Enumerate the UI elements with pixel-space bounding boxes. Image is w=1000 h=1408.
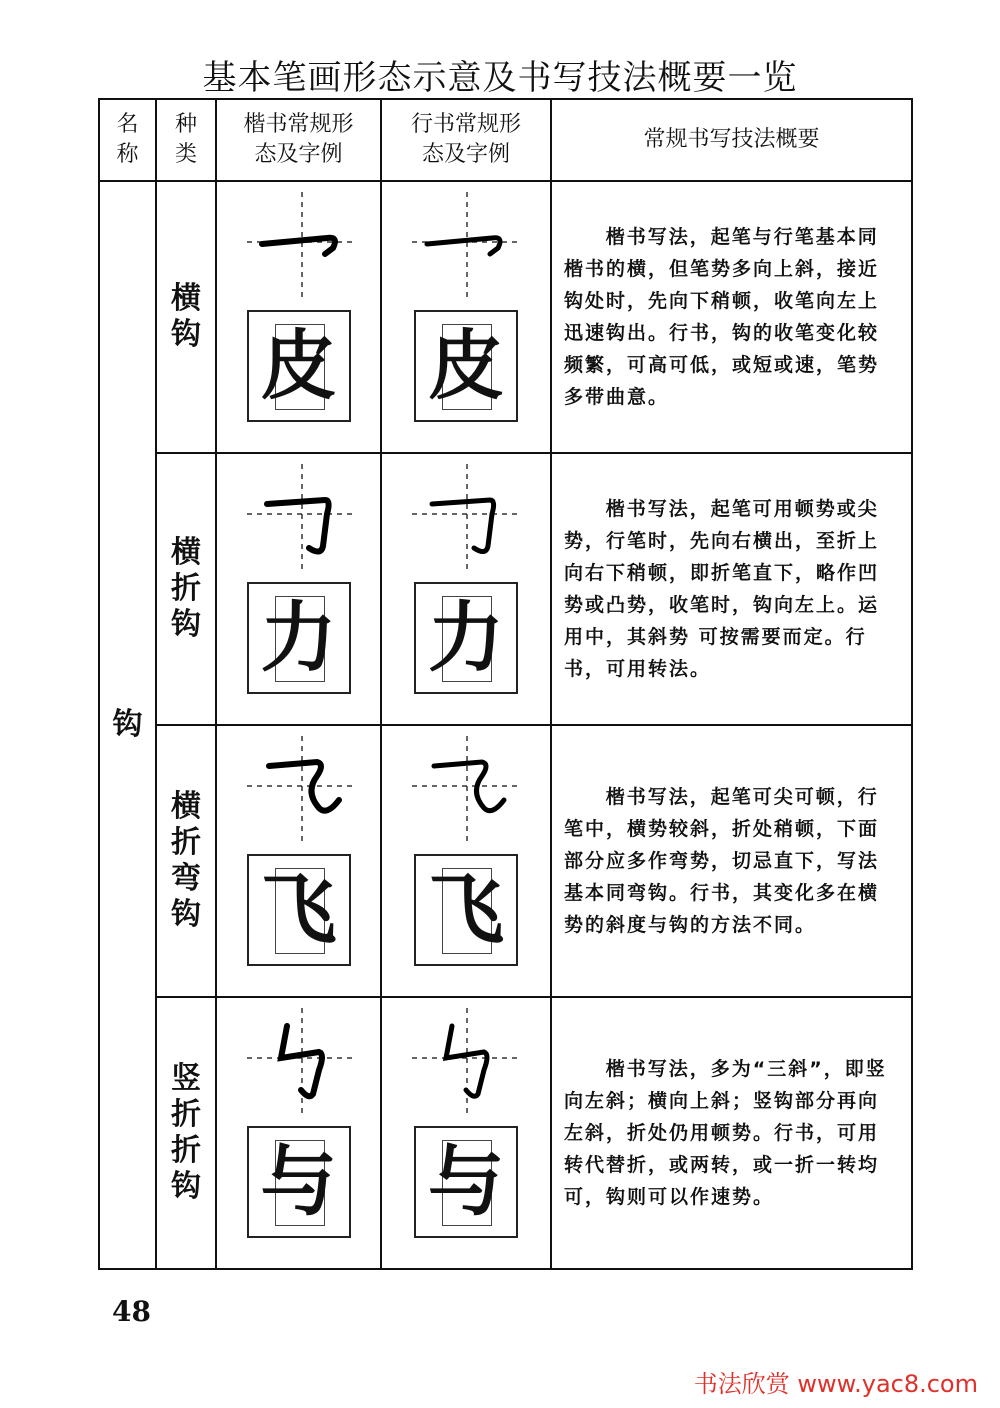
xing-char-grid bbox=[414, 310, 518, 422]
kai-example bbox=[217, 454, 380, 724]
kai-example bbox=[217, 182, 380, 452]
xing-stroke-diagram bbox=[412, 736, 522, 846]
table-row bbox=[99, 725, 912, 997]
kai-example-char: 飞 bbox=[260, 865, 337, 954]
xing-char-grid bbox=[414, 1126, 518, 1238]
technique-description: 楷书写法，起笔可用顿势或尖势，行笔时，先向右横出，至折上向右下稍顿，即折笔直下，略作凹势或凸势，收笔时，钩向左上。运用中，其斜势 可按需要而定。行书，可用转法。 bbox=[564, 498, 880, 680]
kai-char-grid bbox=[247, 854, 351, 966]
technique-description: 楷书写法，起笔与行笔基本同楷书的横，但笔势多向上斜，接近钩处时，先向下稍顿，收笔向左上迅速钩出。行书，钩的收笔变化较频繁，可高可低，或短或速，笔势多带曲意。 bbox=[564, 226, 880, 408]
xing-stroke-diagram bbox=[412, 192, 522, 302]
stroke-type: 横钩 bbox=[171, 281, 201, 352]
kai-example-char: 力 bbox=[260, 593, 337, 682]
stroke-type: 横折钩 bbox=[171, 535, 201, 642]
stroke-category: 钩 bbox=[112, 707, 143, 742]
kai-example-char: 皮 bbox=[260, 321, 337, 410]
page-number: 48 bbox=[112, 1295, 151, 1328]
kai-example bbox=[217, 998, 380, 1268]
xing-example bbox=[382, 726, 550, 996]
xing-example-char: 飞 bbox=[428, 865, 504, 954]
table-row bbox=[99, 453, 912, 725]
kai-stroke-diagram bbox=[247, 192, 357, 302]
xing-example bbox=[382, 182, 550, 452]
kai-example bbox=[217, 726, 380, 996]
xing-char-grid bbox=[414, 582, 518, 694]
kai-stroke-diagram bbox=[247, 1008, 357, 1118]
technique-description: 楷书写法，多为“三斜”，即竖向左斜；横向上斜；竖钩部分再向左斜，折处仍用顿势。行书，可用转代替折，或两转，或一折一转均可，钩则可以作速势。 bbox=[564, 1058, 887, 1208]
table-header bbox=[99, 99, 912, 181]
table-row bbox=[99, 181, 912, 453]
kai-stroke-diagram bbox=[247, 736, 357, 846]
kai-example-char: 与 bbox=[260, 1137, 337, 1226]
header-kai: 楷书常规形态及字例 bbox=[243, 112, 354, 167]
kai-char-grid bbox=[247, 310, 351, 422]
xing-example-char: 力 bbox=[428, 593, 504, 682]
watermark: 书法欣赏 www.yac8.com bbox=[693, 1370, 978, 1398]
xing-char-grid bbox=[414, 854, 518, 966]
stroke-type: 横折弯钩 bbox=[171, 789, 201, 932]
xing-example bbox=[382, 454, 550, 724]
header-type: 种类 bbox=[175, 112, 198, 167]
xing-stroke-diagram bbox=[412, 464, 522, 574]
xing-stroke-diagram bbox=[412, 1008, 522, 1118]
strokes-table bbox=[98, 98, 913, 1270]
header-xing: 行书常规形态及字例 bbox=[411, 112, 522, 167]
technique-description: 楷书写法，起笔可尖可顿，行笔中，横势较斜，折处稍顿，下面部分应多作弯势，切忌直下，写法基本同弯钩。行书，其变化多在横势的斜度与钩的方法不同。 bbox=[564, 786, 880, 936]
xing-example bbox=[382, 998, 550, 1268]
page-title: 基本笔画形态示意及书写技法概要一览 bbox=[202, 58, 798, 98]
stroke-type: 竖折折钩 bbox=[171, 1061, 201, 1204]
xing-example-char: 与 bbox=[428, 1137, 504, 1226]
header-tech: 常规书写技法概要 bbox=[551, 99, 912, 181]
xing-example-char: 皮 bbox=[428, 321, 504, 410]
header-name: 名称 bbox=[116, 112, 139, 167]
kai-char-grid bbox=[247, 1126, 351, 1238]
kai-char-grid bbox=[247, 582, 351, 694]
kai-stroke-diagram bbox=[247, 464, 357, 574]
table-row bbox=[99, 997, 912, 1269]
